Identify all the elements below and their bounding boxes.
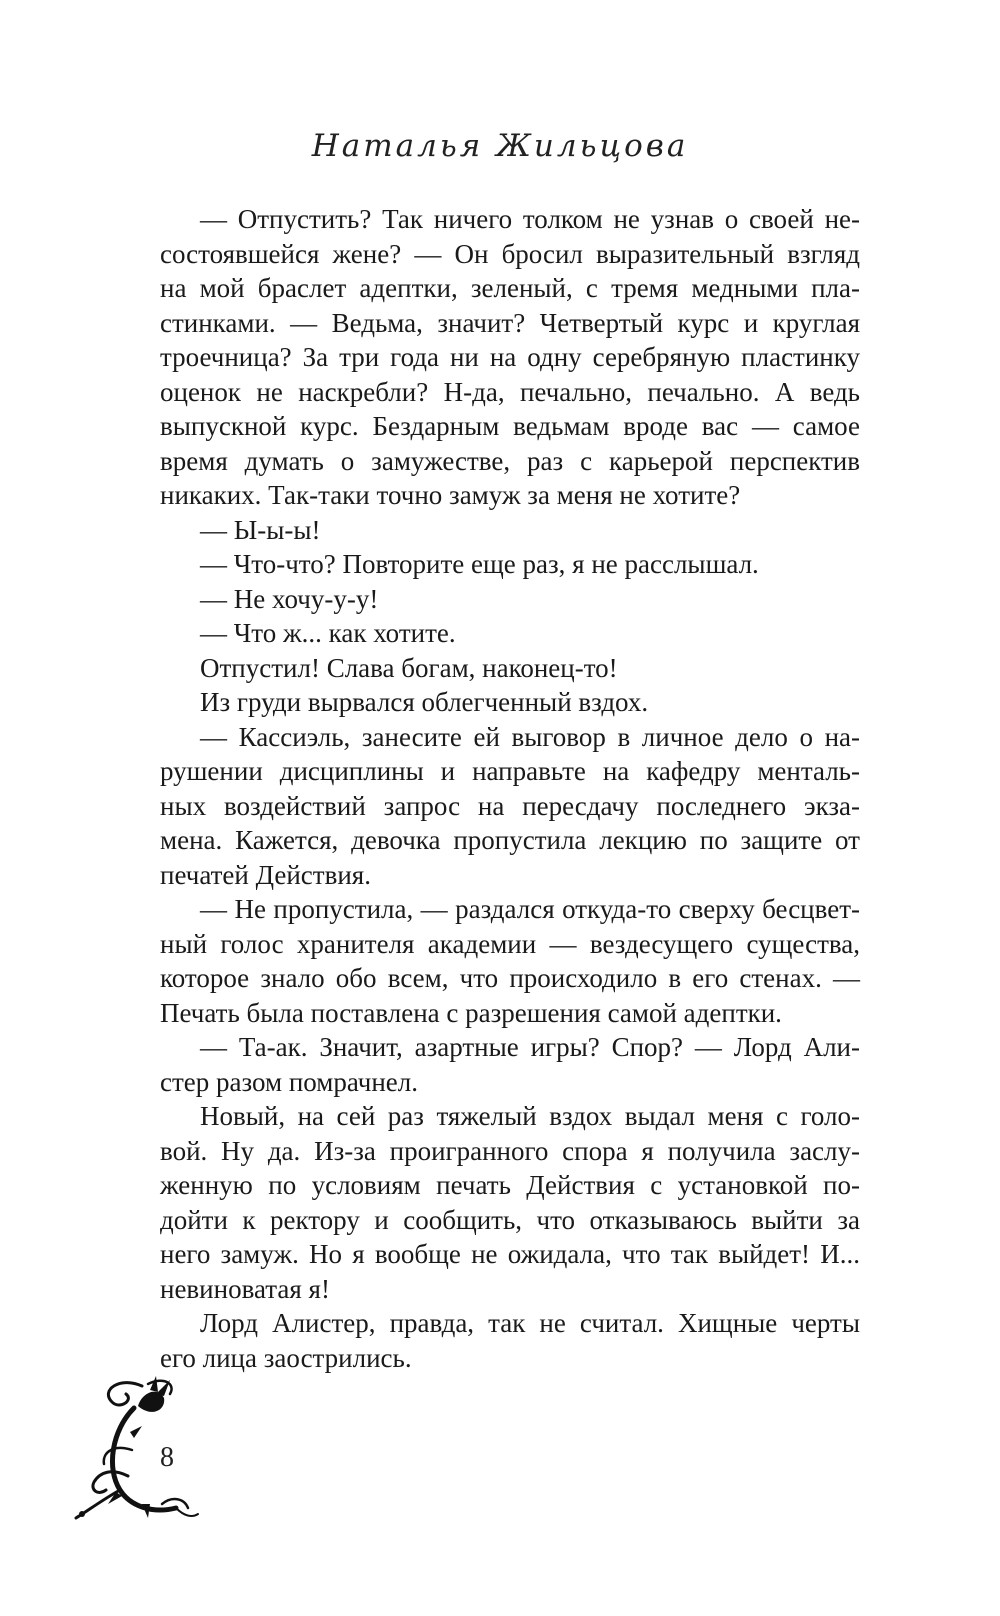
running-header-author: Наталья Жильцова	[311, 128, 689, 164]
text-line: троечница? За три года ни на одну серебряную пластинку	[160, 342, 860, 372]
text-line: Печать была поставлена с разрешения самой адептки.	[160, 997, 782, 1028]
text-line: на мой браслет адептки, зеленый, с тремя медными пла-	[160, 273, 860, 303]
text-line: дойти к ректору и сообщить, что отказываюсь выйти за	[160, 1204, 860, 1235]
text-line: Новый, на сей раз тяжелый вздох выдал меня с голо-	[200, 1101, 860, 1131]
text-line: — Ы-ы-ы!	[200, 514, 321, 545]
text-line: — Что ж... как хотите.	[200, 618, 456, 648]
text-line: стер разом помрачнел.	[160, 1066, 418, 1097]
floral-ornament-icon	[72, 1372, 202, 1532]
text-line: — Не пропустила, — раздался откуда-то сверху бесцвет-	[200, 894, 860, 924]
text-line: оценок не наскребли? Н-да, печально, печально. А ведь	[160, 376, 860, 407]
text-line: — Та-ак. Значит, азартные игры? Спор? — Лорд Али-	[200, 1032, 860, 1062]
text-line: — Кассиэль, занесите ей выговор в личное дело о на-	[200, 721, 860, 752]
text-line: ный голос хранителя академии — вездесущего существа,	[160, 928, 860, 959]
text-line: его лица заострились.	[160, 1342, 412, 1373]
text-line: мена. Кажется, девочка пропустила лекцию по защите от	[160, 825, 860, 855]
text-line: которое знало обо всем, что происходило в его стенах. —	[160, 963, 860, 993]
text-line: время думать о замужестве, раз с карьерой перспектив	[160, 445, 860, 476]
text-line: женную по условиям печать Действия с установкой по-	[160, 1170, 860, 1200]
text-line: вой. Ну да. Из-за проигранного спора я получила заслу-	[160, 1135, 860, 1166]
text-line: Из груди вырвался облегченный вздох.	[200, 687, 649, 717]
text-line: Лорд Алистер, правда, так не считал. Хищные черты	[200, 1308, 860, 1338]
text-line: — Что-что? Повторите еще раз, я не расслышал.	[200, 549, 759, 579]
page-number: 8	[160, 1442, 174, 1473]
text-line: выпускной курс. Бездарным ведьмам вроде вас — самое	[160, 411, 860, 441]
text-line: печатей Действия.	[160, 859, 371, 890]
text-line: ных воздействий запрос на пересдачу последнего экза-	[160, 790, 860, 821]
text-line: никаких. Так-таки точно замуж за меня не хотите?	[160, 480, 741, 510]
text-line: — Отпустить? Так ничего толком не узнав о своей не-	[200, 204, 860, 234]
body-text	[160, 202, 860, 1375]
text-line: — Не хочу-у-у!	[200, 583, 379, 614]
text-line: стинками. — Ведьма, значит? Четвертый курс и круглая	[160, 307, 860, 338]
text-line: него замуж. Но я вообще не ожидала, что так выйдет! И...	[160, 1239, 860, 1269]
text-line: рушении дисциплины и направьте на кафедру менталь-	[160, 756, 860, 786]
text-line: состоявшейся жене? — Он бросил выразительный взгляд	[160, 238, 860, 269]
text-line: Отпустил! Слава богам, наконец-то!	[200, 652, 618, 683]
text-line: невиноватая я!	[160, 1273, 330, 1304]
